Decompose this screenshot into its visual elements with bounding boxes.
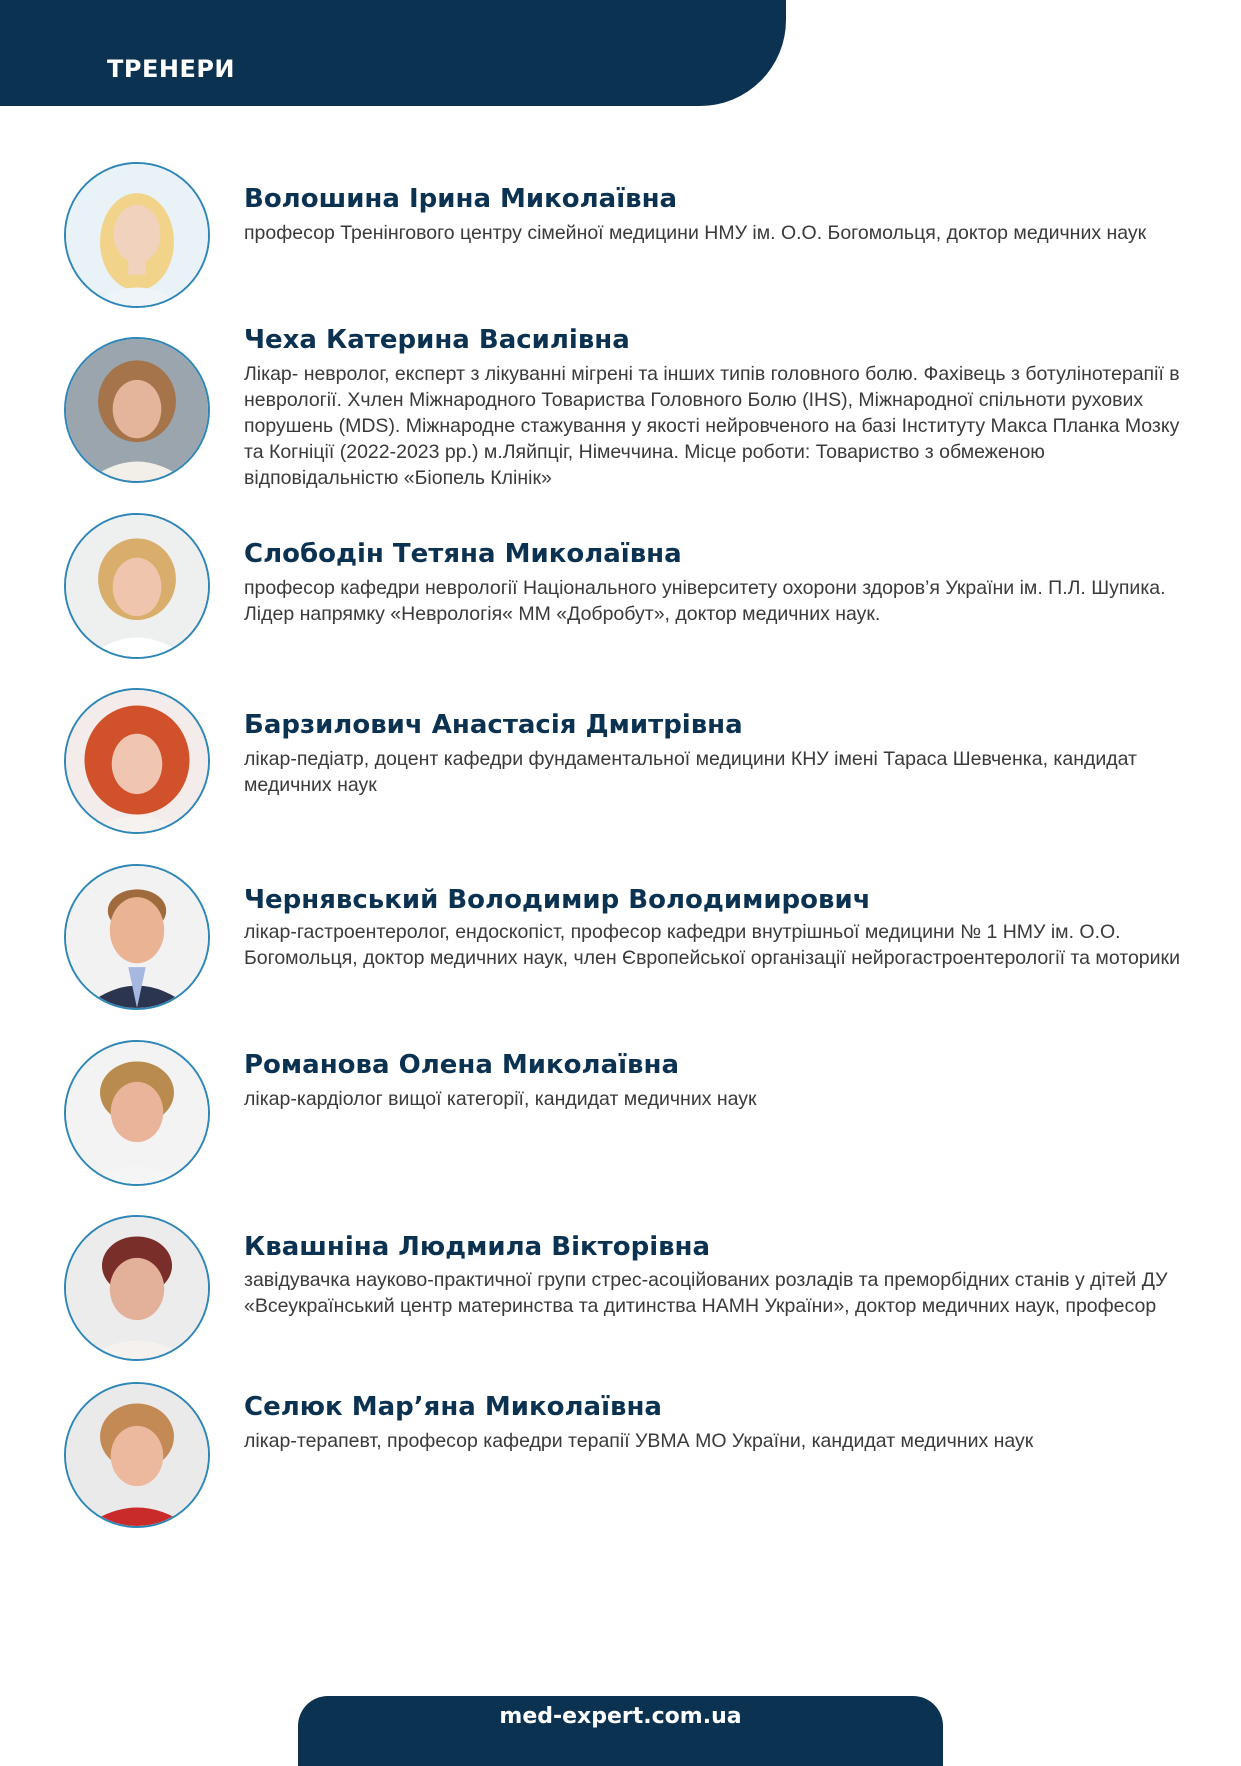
trainer-description: професор Тренінгового центру сімейної медицини НМУ ім. О.О. Богомольця, доктор медичних наук [244, 222, 1147, 244]
trainer-name: Селюк Мар’яна Миколаївна [244, 1392, 662, 1422]
trainer-description: лікар-терапевт, професор кафедри терапії УВМА МО України, кандидат медичних наук [244, 1430, 1034, 1452]
trainer-photo [64, 162, 210, 308]
trainer-description: лікар-гастроентеролог, ендоскопіст, професор кафедри внутрішньої медицини № 1 НМУ ім. О.О. Богомольця, доктор медичних наук, член Європейської організації нейрогастроентерології та моторики [244, 921, 1180, 969]
trainer-description: лікар-педіатр, доцент кафедри фундаментальної медицини КНУ імені Тараса Шевченка, кандидат медичних наук [244, 748, 1137, 796]
website-link[interactable]: med-expert.com.ua [499, 1704, 742, 1729]
trainer-description: професор кафедри неврології Національного університету охорони здоров’я України ім. П.Л. Шупика. Лідер напрямку «Неврологія« ММ «Добробут», доктор медичних наук. [244, 577, 1166, 625]
trainer-description: лікар-кардіолог вищої категорії, кандидат медичних наук [244, 1088, 757, 1110]
trainer-photo [64, 1040, 210, 1186]
trainer-name: Барзилович Анастасія Дмитрівна [244, 710, 743, 740]
trainer-description: завідувачка науково-практичної групи стрес-асоційованих розладів та преморбідних станів у дітей ДУ «Всеукраїнський центр материнства та дитинства НАМН України», доктор медичних наук, професор [244, 1269, 1168, 1317]
trainer-photo [64, 513, 210, 659]
trainer-photo [64, 1382, 210, 1528]
header-banner [0, 0, 786, 106]
trainer-photo [64, 864, 210, 1010]
trainer-name: Чеха Катерина Василівна [244, 325, 630, 355]
trainer-name: Волошина Ірина Миколаївна [244, 184, 678, 214]
trainer-description: Лікар- невролог, експерт з лікуванні мігрені та інших типів головного болю. Фахівець з ботулінотерапії в неврології. Хчлен Міжнародного Товариства Головного Болю (IHS), Міжнародної спільноти рухових порушень (MDS). Міжнародне стажування у якості нейровченого на базі Інституту Макса Планка Мозку та Когніції (2022-2023 рр.) м.Ляйпціг, Німеччина. Місце роботи: Товариство з обмеженою відповідальністю «Біопель Клінік» [244, 363, 1180, 489]
trainer-name: Чернявський Володимир Володимирович [244, 885, 871, 915]
footer-banner [298, 1696, 943, 1766]
trainer-photo [64, 1215, 210, 1361]
trainer-photo [64, 688, 210, 834]
trainer-photo [64, 337, 210, 483]
page-title: ТРЕНЕРИ [107, 55, 236, 83]
trainer-name: Романова Олена Миколаївна [244, 1050, 679, 1080]
trainer-name: Квашніна Людмила Вікторівна [244, 1232, 711, 1262]
trainer-name: Слободін Тетяна Миколаївна [244, 539, 682, 569]
